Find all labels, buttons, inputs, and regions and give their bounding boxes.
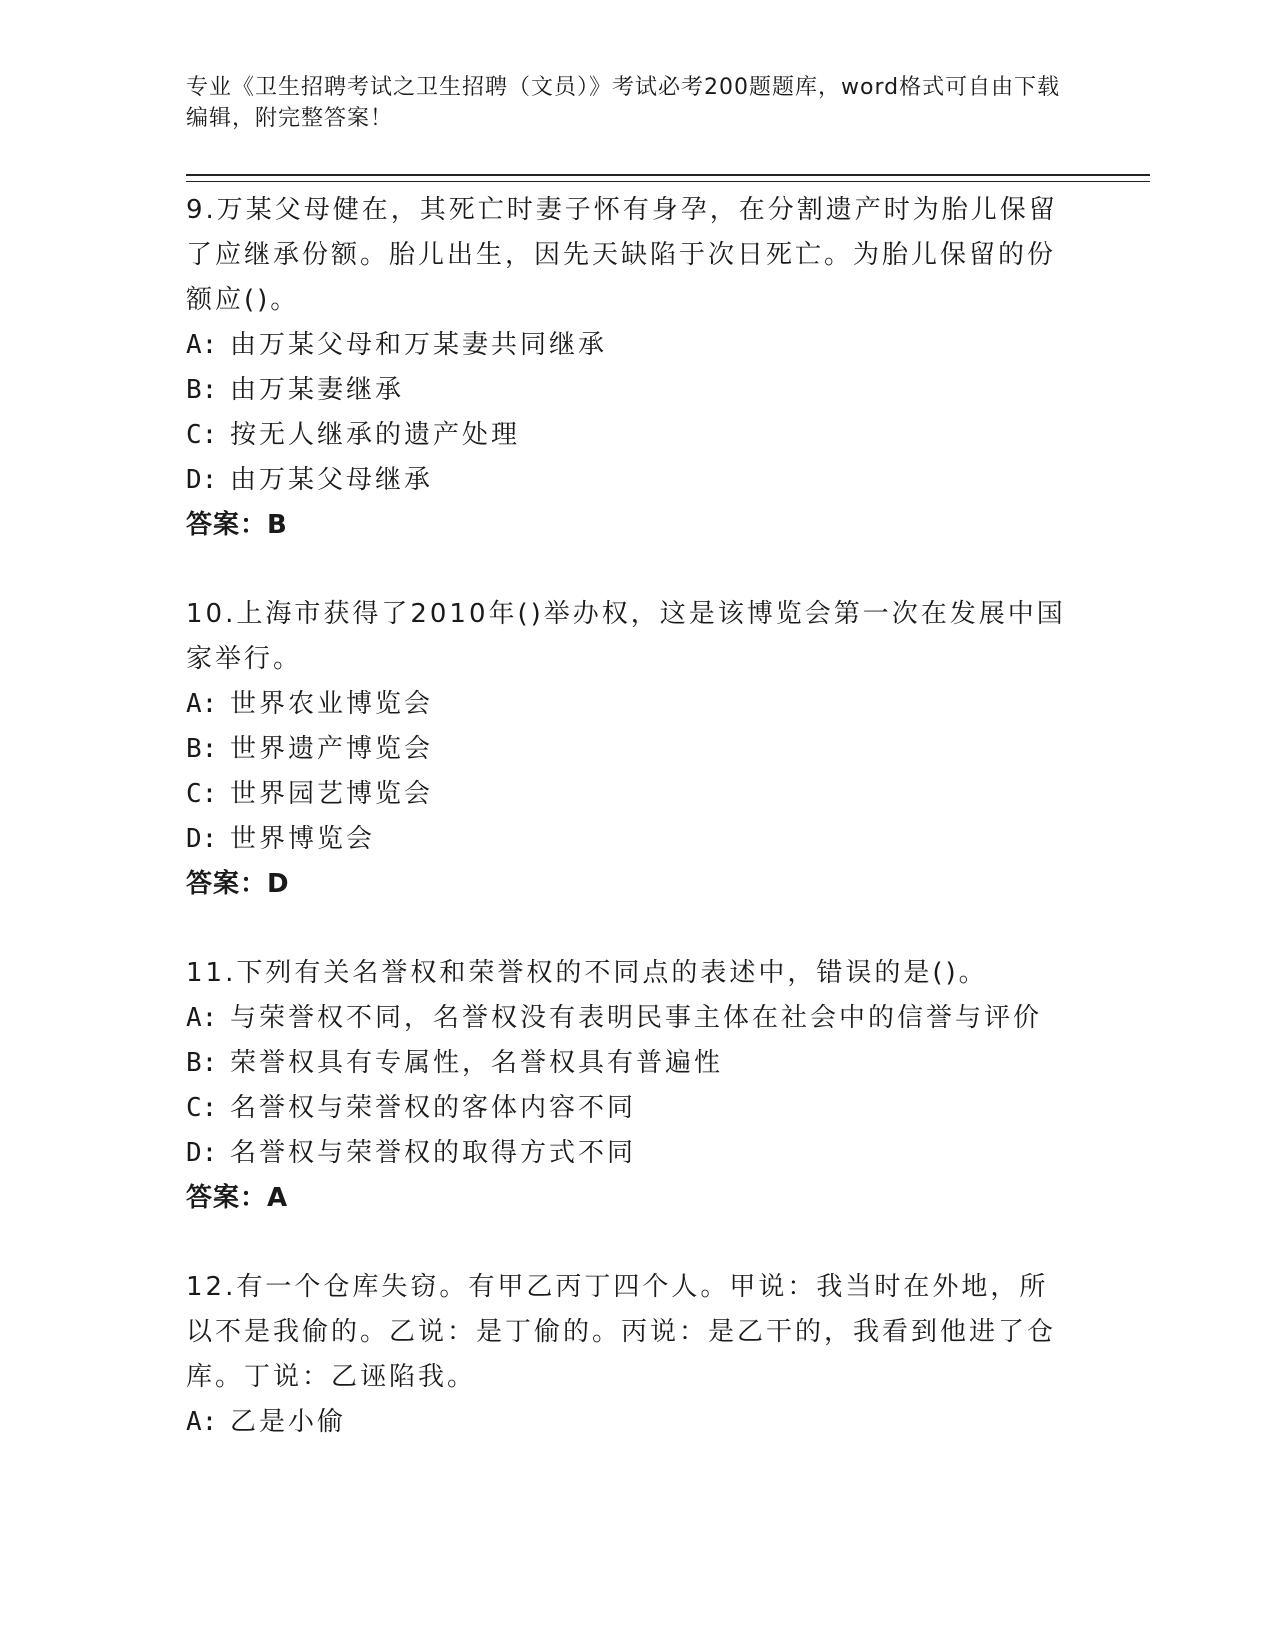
option-text: 世界园艺博览会 (230, 779, 434, 809)
option-b (186, 368, 1076, 413)
option-a (186, 323, 1076, 368)
header-divider-thin (186, 181, 1150, 182)
option-a (186, 996, 1076, 1041)
answer-label: 答案：B (186, 510, 288, 540)
option-a (186, 682, 1076, 727)
option-letter: D: (186, 1138, 218, 1168)
option-letter: A: (186, 1003, 218, 1033)
option-text: 名誉权与荣誉权的取得方式不同 (230, 1138, 637, 1168)
question-10 (186, 592, 1076, 907)
option-text: 乙是小偷 (230, 1407, 347, 1437)
option-text: 由万某父母继承 (230, 465, 434, 495)
option-d (186, 817, 1076, 862)
question-stem: 9.万某父母健在，其死亡时妻子怀有身孕，在分割遗产时为胎儿保留了应继承份额。胎儿出生，因先天缺陷于次日死亡。为胎儿保留的份额应()。 (186, 195, 1058, 315)
option-text: 荣誉权具有专属性，名誉权具有普遍性 (230, 1048, 724, 1078)
document-header: 专业《卫生招聘考试之卫生招聘（文员）》考试必考200题题库，word格式可自由下载编辑，附完整答案！ (186, 75, 1061, 131)
question-stem: 11.下列有关名誉权和荣誉权的不同点的表述中，错误的是()。 (186, 958, 988, 988)
option-a (186, 1400, 1076, 1445)
question-stem: 12.有一个仓库失窃。有甲乙丙丁四个人。甲说：我当时在外地，所以不是我偷的。乙说：是丁偷的。丙说：是乙干的，我看到他进了仓库。丁说：乙诬陷我。 (186, 1272, 1057, 1392)
option-letter: D: (186, 465, 218, 495)
option-letter: C: (186, 779, 218, 809)
option-letter: B: (186, 375, 218, 405)
option-letter: B: (186, 734, 218, 764)
option-b (186, 1041, 1076, 1086)
option-text: 世界农业博览会 (230, 689, 434, 719)
option-letter: A: (186, 330, 218, 360)
option-letter: C: (186, 420, 218, 450)
option-text: 名誉权与荣誉权的客体内容不同 (230, 1093, 637, 1123)
option-text: 与荣誉权不同，名誉权没有表明民事主体在社会中的信誉与评价 (230, 1003, 1043, 1033)
option-c (186, 413, 1076, 458)
option-text: 由万某妻继承 (230, 375, 405, 405)
option-d (186, 458, 1076, 503)
option-text: 由万某父母和万某妻共同继承 (230, 330, 608, 360)
option-text: 世界博览会 (230, 824, 376, 854)
question-11 (186, 951, 1076, 1221)
question-list (186, 188, 1076, 1489)
option-c (186, 1086, 1076, 1131)
option-letter: A: (186, 1407, 218, 1437)
option-letter: C: (186, 1093, 218, 1123)
question-stem: 10.上海市获得了2010年()举办权，这是该博览会第一次在发展中国家举行。 (186, 599, 1066, 674)
option-text: 按无人继承的遗产处理 (230, 420, 521, 450)
option-letter: B: (186, 1048, 218, 1078)
header-divider-thick (186, 174, 1150, 176)
question-9 (186, 188, 1076, 548)
option-letter: A: (186, 689, 218, 719)
question-12 (186, 1265, 1076, 1445)
option-letter: D: (186, 824, 218, 854)
answer-label: 答案：D (186, 869, 290, 899)
answer-label: 答案：A (186, 1183, 289, 1213)
option-d (186, 1131, 1076, 1176)
option-c (186, 772, 1076, 817)
option-b (186, 727, 1076, 772)
option-text: 世界遗产博览会 (230, 734, 434, 764)
